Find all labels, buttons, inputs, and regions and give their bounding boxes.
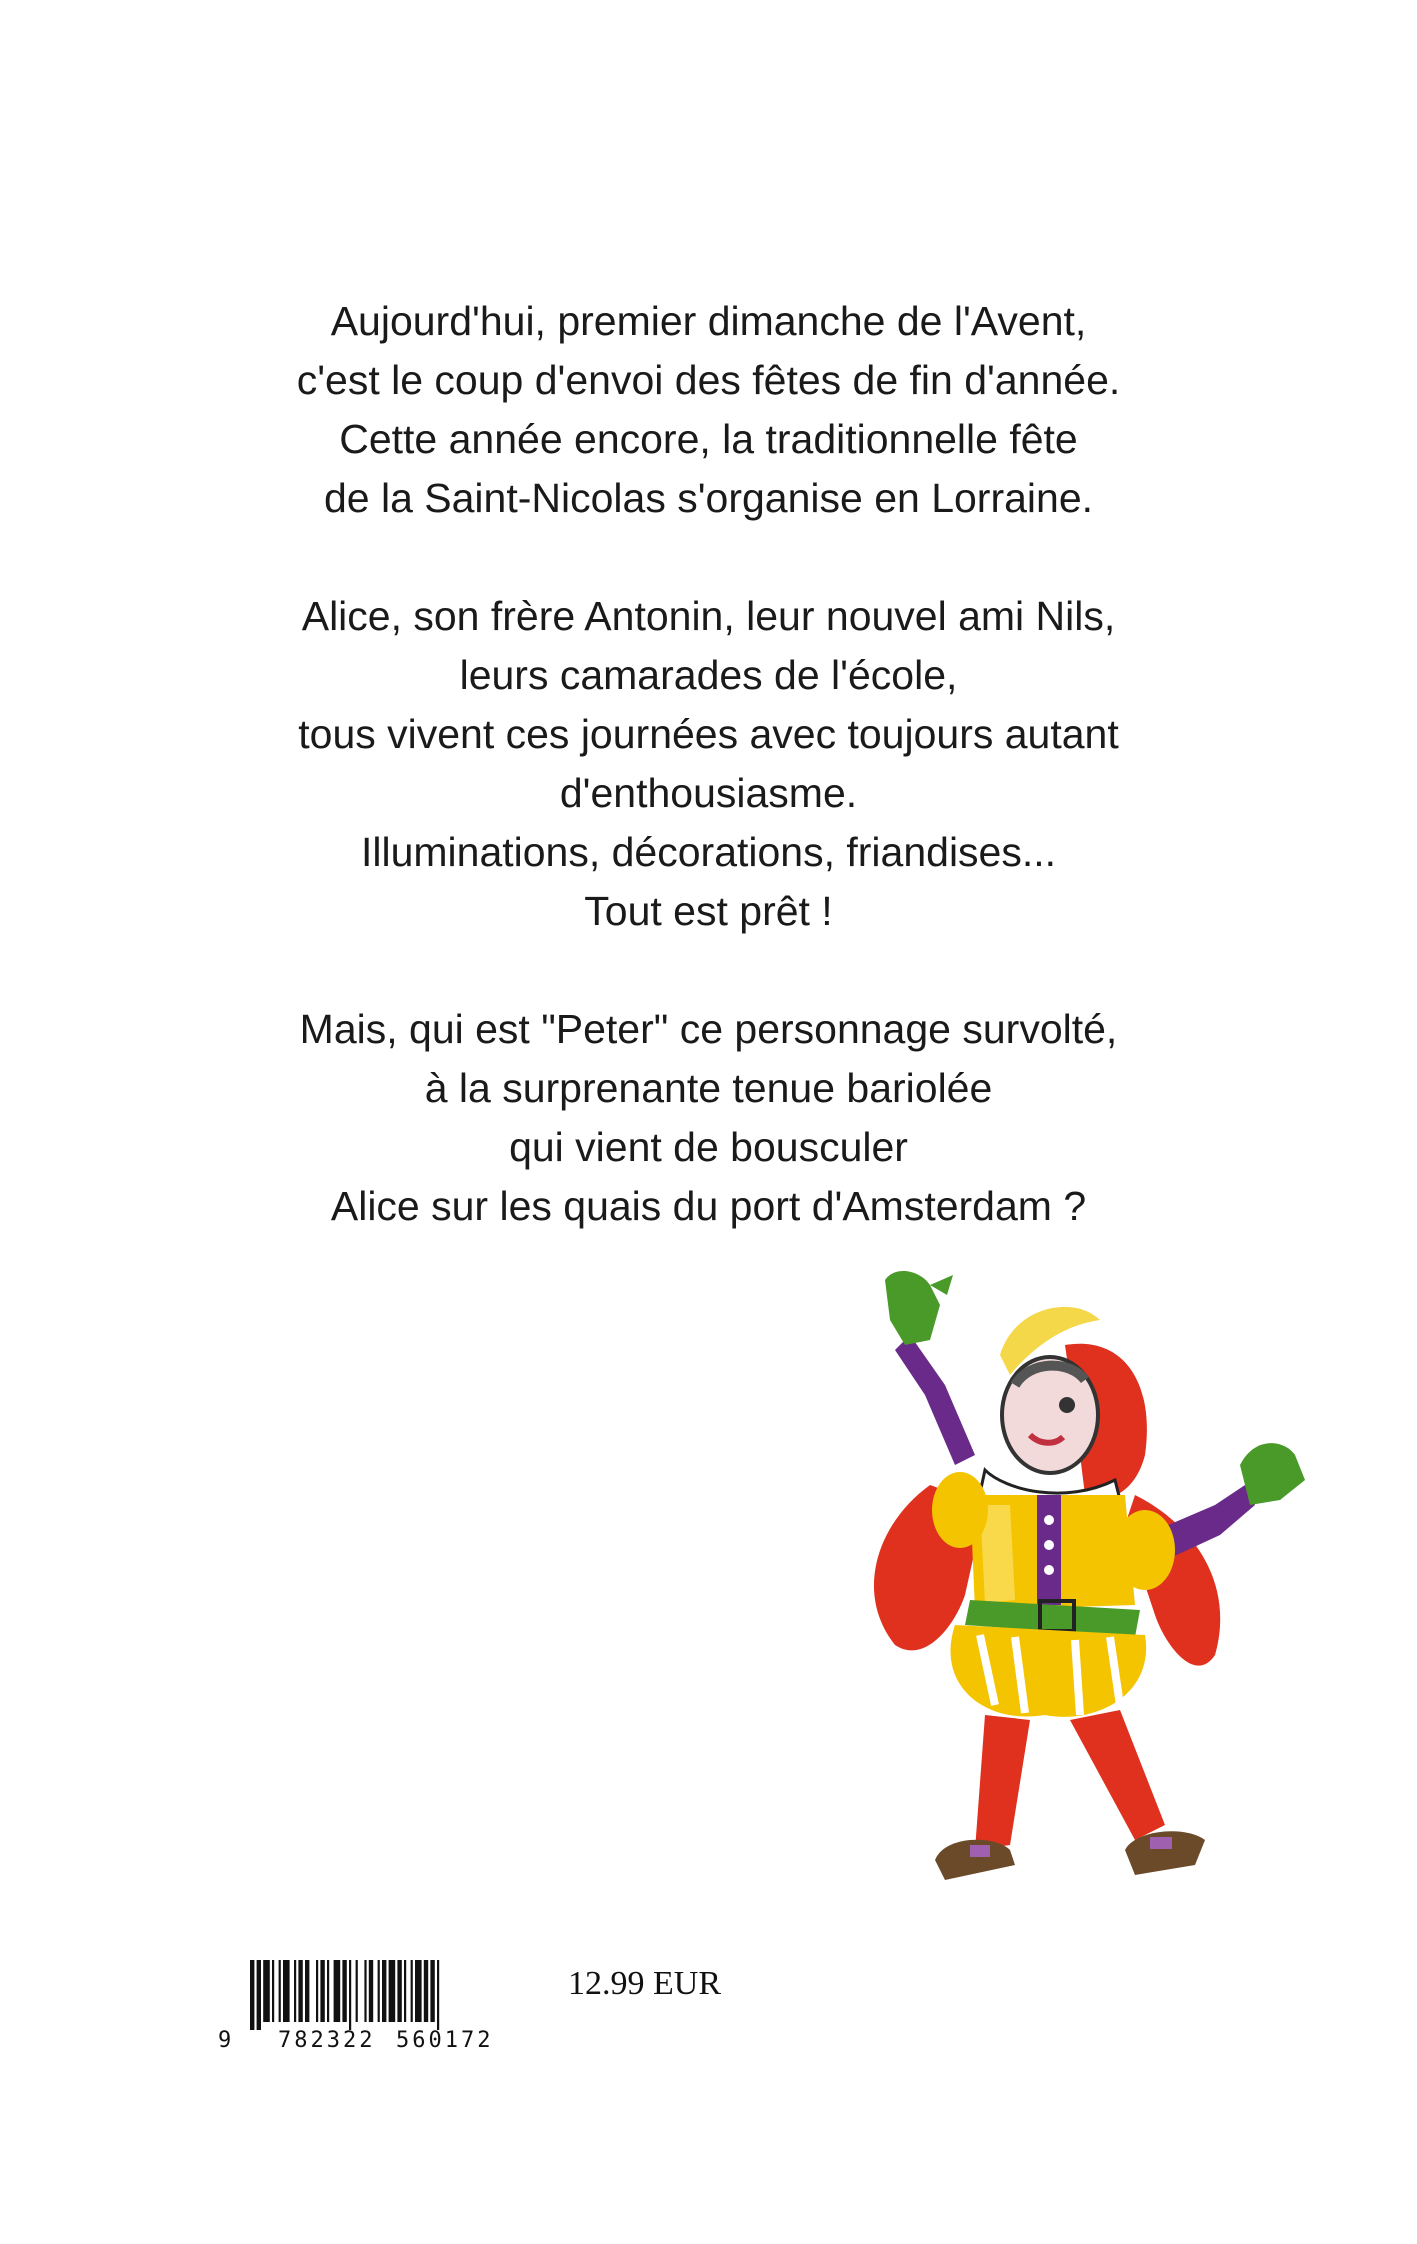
blurb-line: c'est le coup d'envoi des fêtes de fin d'année. [296, 357, 1121, 403]
jester-figure-icon [835, 1265, 1325, 1935]
blurb-paragraph-2 [0, 587, 1417, 941]
blurb-line: Illuminations, décorations, friandises... [360, 829, 1057, 875]
blurb-line: leurs camarades de l'école, [459, 652, 958, 698]
barcode-bar [364, 1960, 366, 2022]
barcode-bar [397, 1960, 401, 2022]
blurb-line: Tout est prêt ! [584, 888, 833, 934]
back-cover-blurb [0, 292, 1417, 1295]
blurb-paragraph-3 [0, 1000, 1417, 1236]
blurb-paragraph-1 [0, 292, 1417, 528]
barcode-bar [356, 1960, 358, 2022]
barcode-bar [250, 1960, 254, 2030]
barcode-bar [283, 1960, 290, 2022]
barcode-bar [257, 1960, 261, 2030]
barcode-bar [430, 1960, 434, 2022]
barcode-bar [279, 1960, 281, 2022]
blurb-line: Alice, son frère Antonin, leur nouvel ami Nils, [301, 593, 1116, 639]
barcode-bar [327, 1960, 329, 2022]
price-label: 12.99 EUR [568, 1965, 721, 2002]
blurb-line: à la surprenante tenue bariolée [424, 1065, 993, 1111]
barcode-bar [334, 1960, 341, 2022]
barcode-bar [411, 1960, 413, 2022]
blurb-line: Alice sur les quais du port d'Amsterdam ? [330, 1183, 1087, 1229]
blurb-line: de la Saint-Nicolas s'organise en Lorraine. [323, 475, 1094, 521]
blurb-line: tous vivent ces journées avec toujours autant [298, 711, 1119, 757]
blurb-line: Aujourd'hui, premier dimanche de l'Avent, [330, 298, 1087, 344]
barcode-bar [263, 1960, 270, 2022]
barcode-bar [272, 1960, 274, 2022]
blurb-line: d'enthousiasme. [559, 770, 858, 816]
barcode-bar [404, 1960, 406, 2022]
barcode-lead-digit: 9 [218, 2028, 232, 2053]
barcode-bar [349, 1960, 351, 2030]
blurb-line: Mais, qui est "Peter" ce personnage survolté, [299, 1006, 1118, 1052]
barcode-bar [382, 1960, 386, 2022]
barcode-bar [320, 1960, 324, 2022]
barcode-bar [424, 1960, 428, 2022]
barcode-bar [316, 1960, 318, 2022]
barcode-bar [369, 1960, 373, 2022]
barcode-bar [389, 1960, 396, 2022]
barcode-bar [298, 1960, 302, 2022]
barcode-digit-group-2: 560172 [396, 2028, 494, 2053]
barcode-bar [305, 1960, 309, 2022]
barcode-bar [378, 1960, 380, 2022]
barcode-bar [415, 1960, 422, 2022]
barcode-bar [437, 1960, 439, 2030]
barcode-bar [294, 1960, 296, 2022]
barcode-digit-group-1: 782322 [278, 2028, 376, 2053]
blurb-line: Cette année encore, la traditionnelle fête [339, 416, 1078, 462]
blurb-line: qui vient de bousculer [509, 1124, 908, 1170]
barcode-bar [342, 1960, 346, 2022]
